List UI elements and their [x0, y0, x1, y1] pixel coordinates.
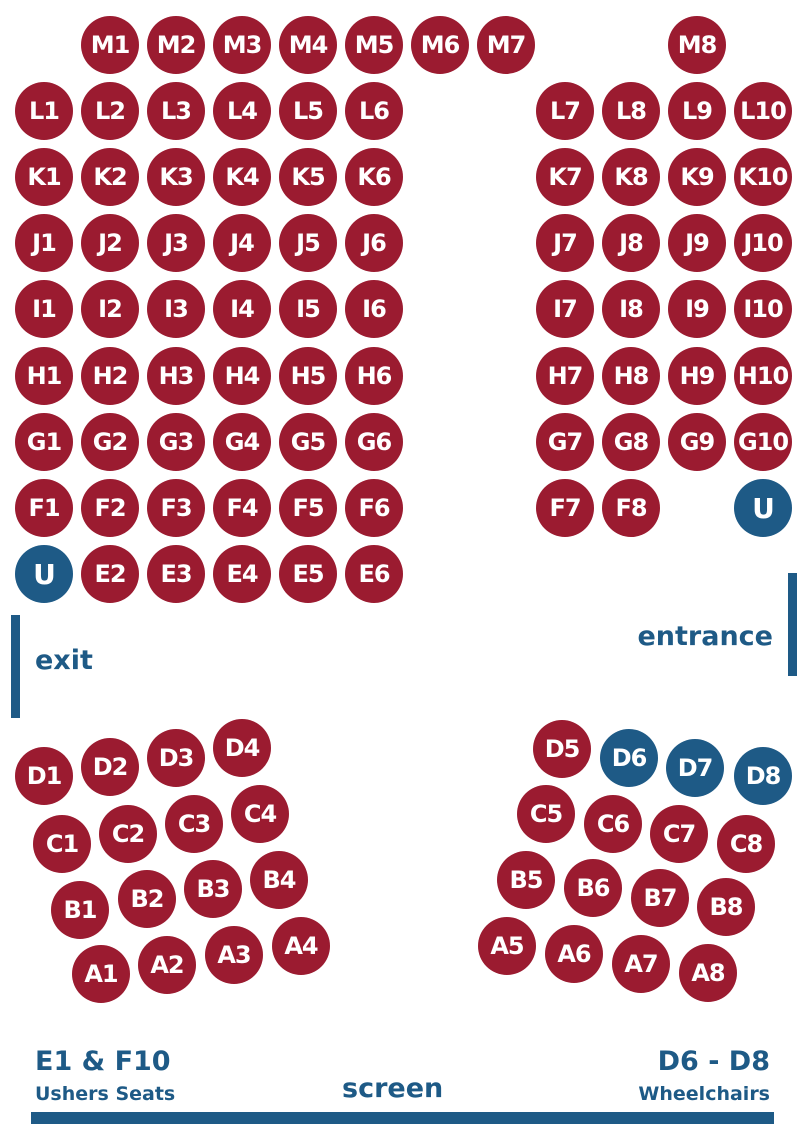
seat-a6[interactable]: A6 — [545, 925, 603, 983]
seat-b8[interactable]: B8 — [697, 878, 755, 936]
seat-l10[interactable]: L10 — [734, 82, 792, 140]
seat-i2[interactable]: I2 — [81, 280, 139, 338]
seat-j8[interactable]: J8 — [602, 214, 660, 272]
seat-l8[interactable]: L8 — [602, 82, 660, 140]
seat-d3[interactable]: D3 — [147, 729, 205, 787]
seat-k4[interactable]: K4 — [213, 148, 271, 206]
seat-h1[interactable]: H1 — [15, 347, 73, 405]
seat-b3[interactable]: B3 — [184, 860, 242, 918]
exit-label: exit — [35, 645, 93, 676]
seat-h2[interactable]: H2 — [81, 347, 139, 405]
seat-f1[interactable]: F1 — [15, 479, 73, 537]
seat-a7[interactable]: A7 — [612, 935, 670, 993]
seat-d7[interactable]: D7 — [666, 739, 724, 797]
seat-h7[interactable]: H7 — [536, 347, 594, 405]
seat-k3[interactable]: K3 — [147, 148, 205, 206]
seat-m7[interactable]: M7 — [477, 16, 535, 74]
seat-g4[interactable]: G4 — [213, 413, 271, 471]
seat-d5[interactable]: D5 — [533, 720, 591, 778]
wheelchair-seats-label: Wheelchairs — [638, 1083, 770, 1105]
seat-i6[interactable]: I6 — [345, 280, 403, 338]
seat-f6[interactable]: F6 — [345, 479, 403, 537]
seat-c8[interactable]: C8 — [717, 815, 775, 873]
seat-j10[interactable]: J10 — [734, 214, 792, 272]
seat-j1[interactable]: J1 — [15, 214, 73, 272]
seat-j3[interactable]: J3 — [147, 214, 205, 272]
seat-a5[interactable]: A5 — [478, 917, 536, 975]
seat-u-usher[interactable]: U — [734, 479, 792, 537]
seat-u-usher[interactable]: U — [15, 545, 73, 603]
screen-bar — [31, 1112, 774, 1124]
seat-k9[interactable]: K9 — [668, 148, 726, 206]
seat-m5[interactable]: M5 — [345, 16, 403, 74]
seat-a2[interactable]: A2 — [138, 936, 196, 994]
seat-i9[interactable]: I9 — [668, 280, 726, 338]
seat-g5[interactable]: G5 — [279, 413, 337, 471]
seat-d1[interactable]: D1 — [15, 747, 73, 805]
seat-m1[interactable]: M1 — [81, 16, 139, 74]
seat-k6[interactable]: K6 — [345, 148, 403, 206]
seat-i4[interactable]: I4 — [213, 280, 271, 338]
seat-c2[interactable]: C2 — [99, 805, 157, 863]
seat-c4[interactable]: C4 — [231, 785, 289, 843]
seat-g10[interactable]: G10 — [734, 413, 792, 471]
seat-k8[interactable]: K8 — [602, 148, 660, 206]
seat-d2[interactable]: D2 — [81, 738, 139, 796]
seat-c1[interactable]: C1 — [33, 815, 91, 873]
seat-i10[interactable]: I10 — [734, 280, 792, 338]
seat-m8[interactable]: M8 — [668, 16, 726, 74]
seat-e4[interactable]: E4 — [213, 545, 271, 603]
ushers-seats-title: E1 & F10 — [35, 1046, 171, 1077]
seat-j2[interactable]: J2 — [81, 214, 139, 272]
seat-f4[interactable]: F4 — [213, 479, 271, 537]
seat-l2[interactable]: L2 — [81, 82, 139, 140]
seat-c3[interactable]: C3 — [165, 795, 223, 853]
seat-m4[interactable]: M4 — [279, 16, 337, 74]
seat-m2[interactable]: M2 — [147, 16, 205, 74]
seat-e3[interactable]: E3 — [147, 545, 205, 603]
seat-k2[interactable]: K2 — [81, 148, 139, 206]
seat-b4[interactable]: B4 — [250, 851, 308, 909]
seat-b6[interactable]: B6 — [564, 859, 622, 917]
seat-f8[interactable]: F8 — [602, 479, 660, 537]
seat-l7[interactable]: L7 — [536, 82, 594, 140]
seat-m6[interactable]: M6 — [411, 16, 469, 74]
seat-d4[interactable]: D4 — [213, 719, 271, 777]
seat-i1[interactable]: I1 — [15, 280, 73, 338]
seat-b7[interactable]: B7 — [631, 869, 689, 927]
seat-g2[interactable]: G2 — [81, 413, 139, 471]
seat-k1[interactable]: K1 — [15, 148, 73, 206]
seat-l5[interactable]: L5 — [279, 82, 337, 140]
seat-l1[interactable]: L1 — [15, 82, 73, 140]
seat-f5[interactable]: F5 — [279, 479, 337, 537]
seat-h10[interactable]: H10 — [734, 347, 792, 405]
seat-g7[interactable]: G7 — [536, 413, 594, 471]
seat-i8[interactable]: I8 — [602, 280, 660, 338]
seat-j9[interactable]: J9 — [668, 214, 726, 272]
screen-label: screen — [342, 1073, 444, 1104]
seat-h6[interactable]: H6 — [345, 347, 403, 405]
seat-i3[interactable]: I3 — [147, 280, 205, 338]
seat-l4[interactable]: L4 — [213, 82, 271, 140]
seat-d6[interactable]: D6 — [600, 729, 658, 787]
seat-l9[interactable]: L9 — [668, 82, 726, 140]
entrance-label: entrance — [637, 621, 773, 652]
seat-b2[interactable]: B2 — [118, 870, 176, 928]
seat-h8[interactable]: H8 — [602, 347, 660, 405]
seat-m3[interactable]: M3 — [213, 16, 271, 74]
seat-k10[interactable]: K10 — [734, 148, 792, 206]
seat-a8[interactable]: A8 — [679, 944, 737, 1002]
seat-g1[interactable]: G1 — [15, 413, 73, 471]
seat-g3[interactable]: G3 — [147, 413, 205, 471]
seat-h9[interactable]: H9 — [668, 347, 726, 405]
seat-i7[interactable]: I7 — [536, 280, 594, 338]
ushers-seats-label: Ushers Seats — [35, 1083, 176, 1105]
exit-marker-bar — [11, 615, 20, 718]
seat-f2[interactable]: F2 — [81, 479, 139, 537]
seat-a4[interactable]: A4 — [272, 917, 330, 975]
seat-h4[interactable]: H4 — [213, 347, 271, 405]
seat-c6[interactable]: C6 — [584, 795, 642, 853]
seat-g6[interactable]: G6 — [345, 413, 403, 471]
seat-k7[interactable]: K7 — [536, 148, 594, 206]
seat-g8[interactable]: G8 — [602, 413, 660, 471]
seat-j7[interactable]: J7 — [536, 214, 594, 272]
seat-b5[interactable]: B5 — [497, 851, 555, 909]
seat-k5[interactable]: K5 — [279, 148, 337, 206]
seat-h3[interactable]: H3 — [147, 347, 205, 405]
seat-g9[interactable]: G9 — [668, 413, 726, 471]
seat-c7[interactable]: C7 — [650, 805, 708, 863]
seat-f7[interactable]: F7 — [536, 479, 594, 537]
seat-f3[interactable]: F3 — [147, 479, 205, 537]
seat-e5[interactable]: E5 — [279, 545, 337, 603]
wheelchair-seats-title: D6 - D8 — [657, 1046, 770, 1077]
seat-b1[interactable]: B1 — [51, 881, 109, 939]
seat-j5[interactable]: J5 — [279, 214, 337, 272]
seat-l3[interactable]: L3 — [147, 82, 205, 140]
seat-e6[interactable]: E6 — [345, 545, 403, 603]
seat-e2[interactable]: E2 — [81, 545, 139, 603]
seat-j4[interactable]: J4 — [213, 214, 271, 272]
seat-h5[interactable]: H5 — [279, 347, 337, 405]
seat-j6[interactable]: J6 — [345, 214, 403, 272]
seat-a3[interactable]: A3 — [205, 926, 263, 984]
seat-a1[interactable]: A1 — [72, 945, 130, 1003]
seat-i5[interactable]: I5 — [279, 280, 337, 338]
seat-c5[interactable]: C5 — [517, 785, 575, 843]
entrance-marker-bar — [788, 573, 797, 676]
seat-l6[interactable]: L6 — [345, 82, 403, 140]
seat-d8[interactable]: D8 — [734, 747, 792, 805]
